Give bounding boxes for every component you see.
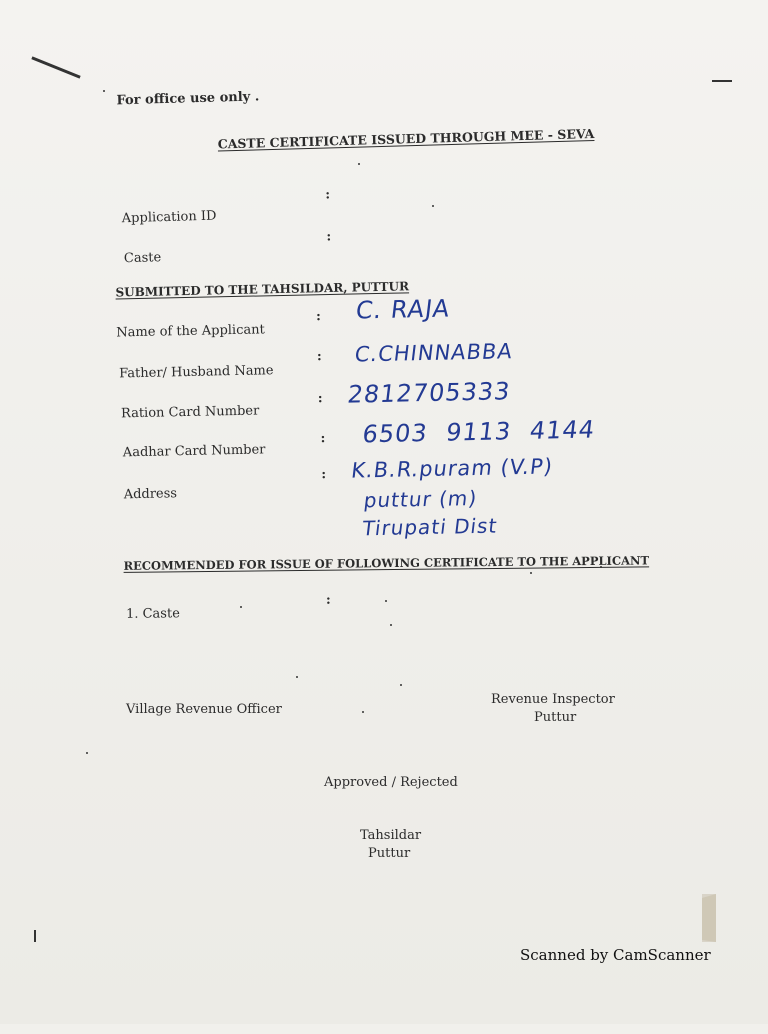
tahsildar-place: Puttur xyxy=(368,846,411,861)
address-line-1: K.B.R.puram (V.P) xyxy=(349,454,555,483)
camscanner-watermark: Scanned by CamScanner xyxy=(520,946,711,964)
camscanner-logo xyxy=(698,892,720,944)
applicant-name-label: Name of the Applicant xyxy=(116,322,265,341)
document-title: CASTE CERTIFICATE ISSUED THROUGH MEE - SEVA xyxy=(217,126,595,152)
ration-card-label: Ration Card Number xyxy=(120,403,260,422)
colon: : xyxy=(316,349,322,365)
colon: : xyxy=(315,309,322,325)
application-id-label: Application ID xyxy=(121,208,217,227)
ration-card-value: 2812705333 xyxy=(346,377,513,409)
revenue-inspector-place: Puttur xyxy=(534,710,577,725)
office-use-note: For office use only . xyxy=(116,89,260,109)
recommended-heading: RECOMMENDED FOR ISSUE OF FOLLOWING CERTIFICATE TO THE APPLICANT xyxy=(123,553,650,573)
aadhar-card-value: 6503 9113 4144 xyxy=(360,415,597,449)
colon: : xyxy=(320,431,326,447)
tahsildar-title: Tahsildar xyxy=(360,828,422,843)
caste-label: Caste xyxy=(123,250,162,267)
revenue-inspector: Revenue Inspector xyxy=(491,692,615,707)
colon: : xyxy=(317,391,323,407)
colon: : xyxy=(325,187,331,203)
colon: : xyxy=(325,592,331,608)
address-label: Address xyxy=(123,486,178,503)
colon: : xyxy=(321,467,327,483)
address-line-2: puttur (m) xyxy=(362,485,479,513)
approval-status: Approved / Rejected xyxy=(324,775,458,790)
aadhar-card-label: Aadhar Card Number xyxy=(122,442,266,461)
village-revenue-officer: Village Revenue Officer xyxy=(126,702,282,717)
father-name-value: C.CHINNABBA xyxy=(353,339,515,367)
applicant-name-value: C. RAJA xyxy=(354,294,452,325)
father-name-label: Father/ Husband Name xyxy=(119,363,274,382)
submitted-heading: SUBMITTED TO THE TAHSILDAR, PUTTUR xyxy=(115,279,410,300)
address-line-3: Tirupati Dist xyxy=(361,513,499,541)
recommended-caste-item: 1. Caste xyxy=(125,606,180,622)
colon: : xyxy=(326,229,332,245)
